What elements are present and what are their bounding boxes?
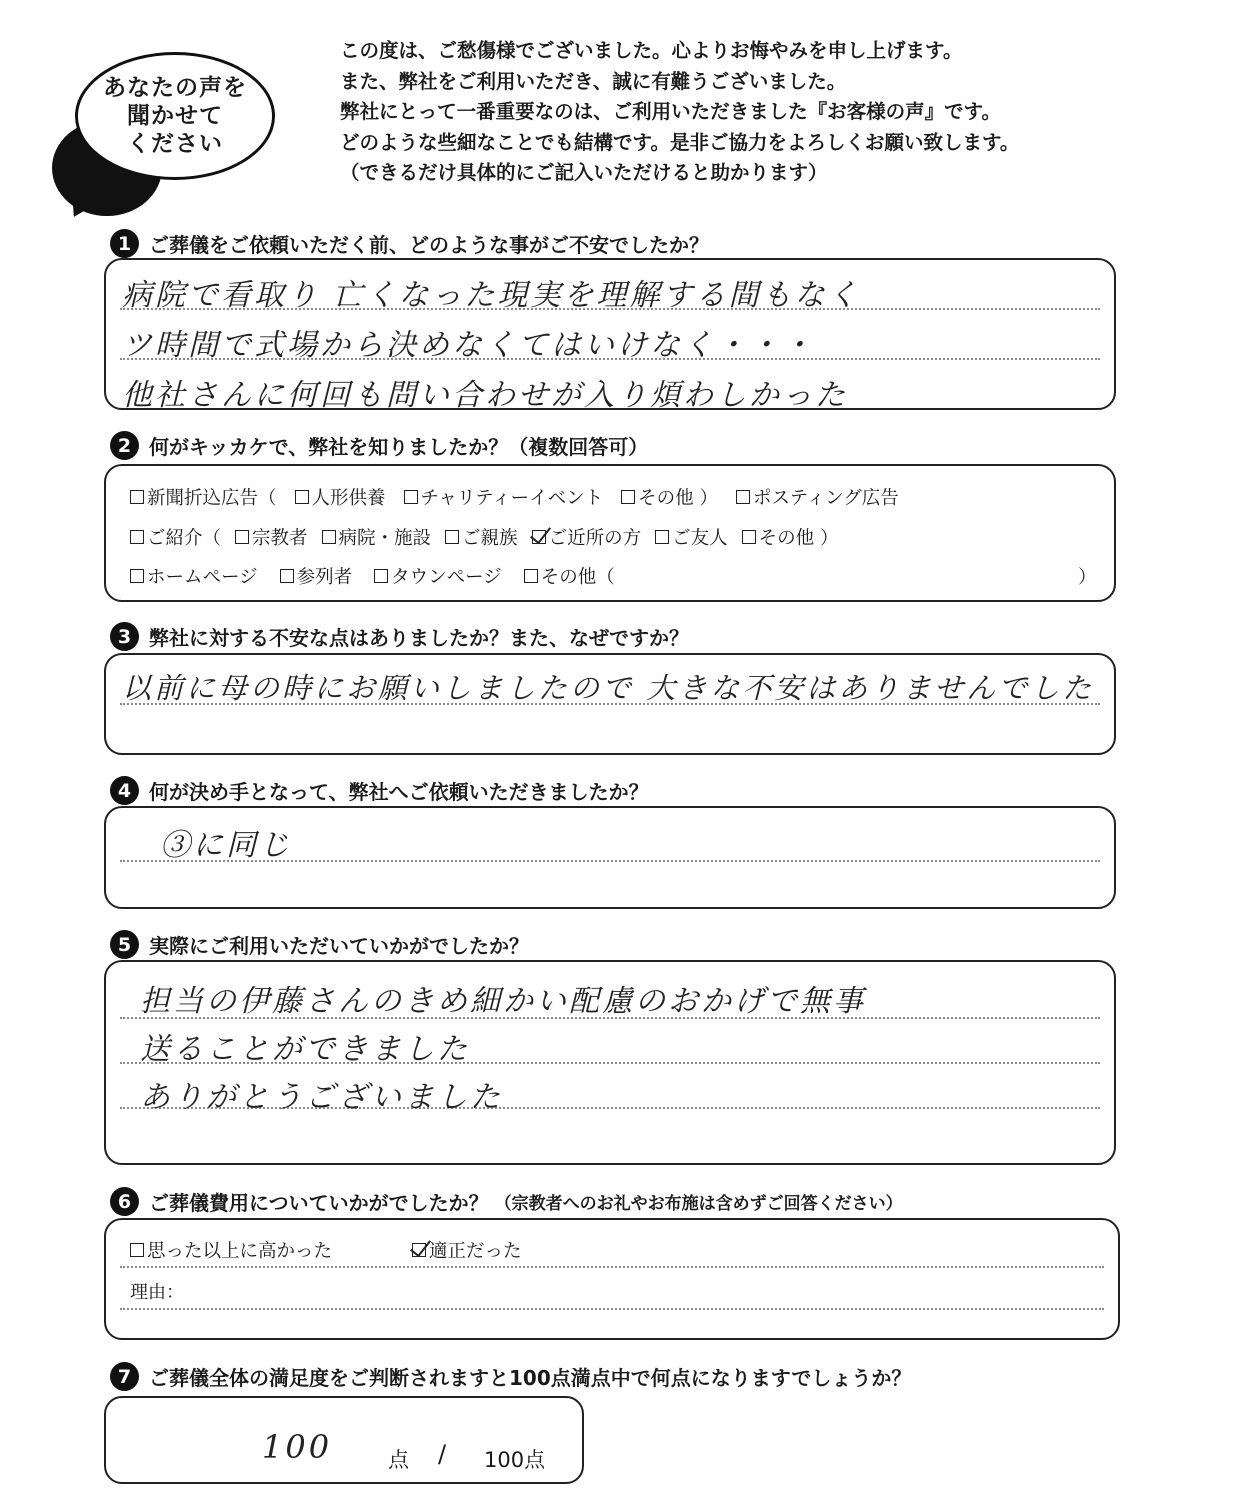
checkbox[interactable] <box>130 530 144 544</box>
checkbox-option[interactable]: 思った以上に高かった <box>130 1237 332 1263</box>
checkbox[interactable] <box>404 490 418 504</box>
checkbox-option[interactable]: その他（ <box>524 563 615 589</box>
checkbox[interactable] <box>445 530 459 544</box>
options-row-6 <box>130 1237 522 1263</box>
question-note: （宗教者へのお礼やお布施は含めずご回答ください） <box>494 1194 903 1214</box>
intro-line: どのような些細なことでも結構です。是非ご協力をよろしくお願い致します。 <box>340 130 1020 154</box>
score-slash: / <box>438 1440 447 1468</box>
question-number: 1 <box>110 229 139 258</box>
intro-line: この度は、ご愁傷様でございました。心よりお悔やみを申し上げます。 <box>340 39 963 62</box>
checkbox-option-checked[interactable]: 適正だった <box>412 1237 522 1263</box>
bubble-text: あなたの声を 聞かせて ください <box>103 75 247 157</box>
checkbox[interactable] <box>130 490 144 504</box>
question-text: ご葬儀費用についていかがでしたか？ <box>149 1191 489 1215</box>
checkbox-option[interactable]: チャリティーイベント <box>404 484 604 510</box>
checkbox[interactable] <box>322 530 336 544</box>
intro-line: 弊社にとって一番重要なのは、ご利用いただきました『お客様の声』です。 <box>340 100 1002 123</box>
checkbox-option[interactable]: ご親族 <box>445 524 518 550</box>
question-number: 7 <box>110 1362 139 1391</box>
handwritten-answer: ありがとうございました <box>140 1080 503 1115</box>
ruled-line <box>120 1266 1104 1268</box>
question-text: ご葬儀をご依頼いただく前、どのような事がご不安でしたか？ <box>149 233 709 257</box>
handwritten-answer: 他社さんに何回も問い合わせが入り煩わしかった <box>122 378 848 413</box>
checkbox-option[interactable]: 病院・施設 <box>322 524 432 550</box>
question-text: ご葬儀全体の満足度をご判断されますと100点満点中で何点になりますでしょうか？ <box>149 1366 912 1390</box>
intro-line: （できるだけ具体的にご記入いただけると助かります） <box>340 161 828 184</box>
reason-label: 理由： <box>130 1282 184 1303</box>
question-number: 2 <box>110 431 139 460</box>
checkbox[interactable] <box>374 569 388 583</box>
question-4 <box>110 776 649 805</box>
score-unit: 点 <box>388 1448 409 1472</box>
close-paren: ） <box>1078 567 1097 588</box>
question-text: 弊社に対する不安な点はありましたか？また、なぜですか？ <box>149 626 689 650</box>
handwritten-answer: 以前に母の時にお願いしましたので 大きな不安はありませんでした <box>122 671 1095 705</box>
checkbox-option[interactable]: 宗教者 <box>235 524 308 550</box>
question-number: 5 <box>110 930 139 959</box>
checkbox[interactable] <box>524 569 538 583</box>
speech-bubble <box>75 52 275 180</box>
question-3 <box>110 622 689 651</box>
score-value[interactable]: 100 <box>262 1428 333 1466</box>
checkbox-option[interactable]: 新聞折込広告（ <box>130 484 277 510</box>
intro-text <box>340 36 1220 189</box>
checkbox-option[interactable]: その他 ） <box>742 524 839 550</box>
question-7 <box>110 1362 911 1391</box>
question-number: 6 <box>110 1187 139 1216</box>
question-text: 実際にご利用いただいていかがでしたか？ <box>149 934 529 958</box>
question-2 <box>110 431 648 460</box>
checkbox-option[interactable]: その他 ） <box>621 484 718 510</box>
question-number: 4 <box>110 776 139 805</box>
checkbox-option[interactable]: 人形供養 <box>295 484 386 510</box>
handwritten-answer: ツ時間で式場から決めなくてはいけなく・・・ <box>122 328 815 363</box>
checkbox-option[interactable]: ポスティング広告 <box>736 484 899 510</box>
handwritten-answer: ③に同じ <box>160 828 292 863</box>
checkbox[interactable] <box>280 569 294 583</box>
checkbox[interactable] <box>736 490 750 504</box>
question-6 <box>110 1187 903 1216</box>
checkbox-option[interactable]: 参列者 <box>280 563 353 589</box>
checkbox[interactable] <box>621 490 635 504</box>
checkbox-checked[interactable] <box>532 530 546 544</box>
ruled-line <box>120 1308 1104 1310</box>
checkbox[interactable] <box>295 490 309 504</box>
question-5 <box>110 930 529 959</box>
question-1 <box>110 229 709 258</box>
checkbox[interactable] <box>130 1243 144 1257</box>
question-text: 何が決め手となって、弊社へご依頼いただきましたか？ <box>149 780 649 804</box>
checkbox[interactable] <box>655 530 669 544</box>
question-number: 3 <box>110 622 139 651</box>
options-row-3 <box>130 563 615 589</box>
checkbox[interactable] <box>742 530 756 544</box>
checkbox-option[interactable]: ご紹介（ <box>130 524 221 550</box>
options-row-2 <box>130 524 838 550</box>
checkbox-option-checked[interactable]: ご近所の方 <box>532 524 642 550</box>
question-text: 何がキッカケで、弊社を知りましたか？（複数回答可） <box>149 435 649 459</box>
handwritten-answer: 病院で看取り 亡くなった現実を理解する間もなく <box>122 278 861 313</box>
intro-line: また、弊社をご利用いただき、誠に有難うございました。 <box>340 69 847 93</box>
checkbox[interactable] <box>235 530 249 544</box>
checkbox-option[interactable]: タウンページ <box>374 563 502 589</box>
handwritten-answer: 送ることができました <box>140 1032 470 1067</box>
checkbox-checked[interactable] <box>412 1243 426 1257</box>
checkbox-option[interactable]: ホームページ <box>130 563 258 589</box>
options-row-1 <box>130 484 899 510</box>
checkbox-option[interactable]: ご友人 <box>655 524 728 550</box>
score-max: 100点 <box>484 1448 546 1472</box>
checkbox[interactable] <box>130 569 144 583</box>
handwritten-answer: 担当の伊藤さんのきめ細かい配慮のおかげで無事 <box>140 984 866 1019</box>
